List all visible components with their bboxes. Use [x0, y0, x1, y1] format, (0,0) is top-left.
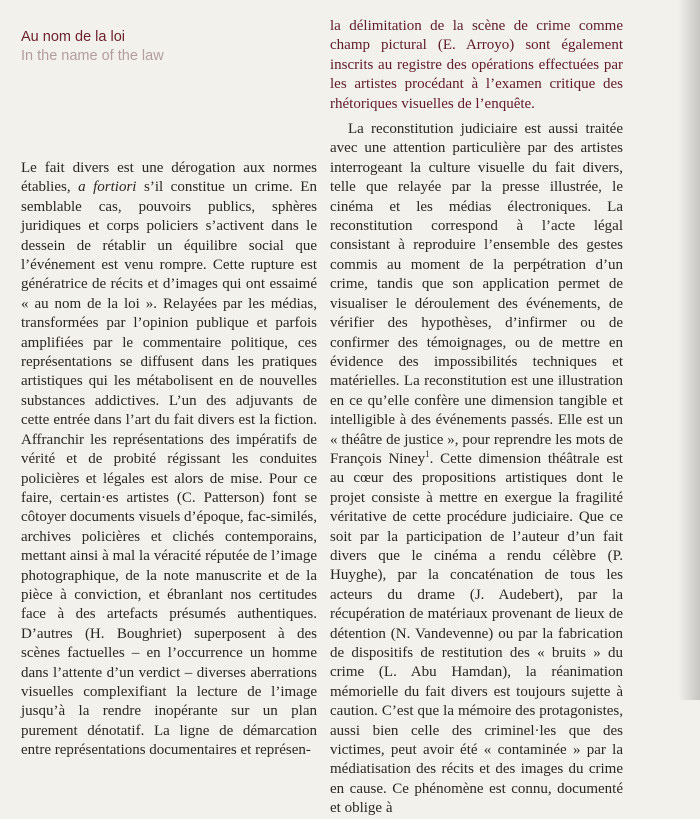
section-title: Au nom de la loi	[21, 29, 125, 45]
section-subtitle: In the name of the law	[21, 48, 164, 64]
right-paragraph-continued: la délimitation de la scène de crime comme champ pictural (E. Arroyo) sont également inscrits au registre des opérations effectuées par les artistes procédant à l’examen critique des rhétoriques visuelles de l’enquête.	[330, 18, 623, 112]
footnote-marker: 1	[425, 448, 430, 459]
left-paragraph-emphasis: a fortiori	[78, 179, 137, 196]
left-paragraph-start: Le fait divers est une dérogation aux normes établies,	[21, 160, 317, 196]
page-edge-shadow	[678, 0, 700, 700]
right-paragraph-rest: . Cette dimension théâtrale est au cœur des propositions artistiques dont le projet consiste à mettre en exergue la fragilité véritative de cette procédure judiciaire. Que ce soit par la participation de l’auteur d’un fait divers que le cinéma a rendu célèbre (P. Huyghe), par la concaténation de tous les acteurs du drame (J. Audebert), par la récupération de matériaux provenant de lieux de détention (N. Vandevenne) ou par la fabrication de dispositifs de restitution des « bruits » du crime (L. Abu Hamdan), la réanimation mémorielle du fait divers est toujours sujette à caution. C’est que la mémoire des protagonistes, aussi bien celle des criminel·les que des victimes, peut avoir été « contaminée » par la médiatisation des récits et des images du crime en cause. Ce phénomène est connu, documenté et oblige à	[330, 450, 623, 817]
left-text-column	[21, 159, 317, 761]
right-paragraph-start: La reconstitution judiciaire est aussi traitée avec une attention particulière par des artistes interrogeant la culture visuelle du fait divers, telle que relayée par la presse illustrée, le cinéma et les médias électroniques. La reconstitution correspond à l’acte légal consistant à reproduire l’ensemble des gestes commis au moment de la perpétration d’un crime, tandis que son application permet de visualiser le déroulement des événements, de vérifier des hypothèses, d’infirmer ou de confirmer des témoignages, ou de mettre en évidence des impossibilités techniques et matérielles. La reconstitution est une illustration en ce qu’elle confère une dimension tangible et intelligible à des événements passés. Elle est un « théâtre de justice », pour reprendre les mots de François Niney	[330, 121, 623, 467]
right-paragraph	[330, 120, 623, 819]
left-paragraph-rest: s’il constitue un crime. En semblable cas, pouvoirs publics, sphères juridiques et corps policiers s’activent dans le dessein de rétablir un équilibre social que l’événement est venu rompre. Cette rupture est génératrice de récits et d’images qui ont essaimé « au nom de la loi ». Relayées par les médias, transformées par l’opinion publique et parfois amplifiées par le commentaire politique, ces représentations se diffusent dans les pratiques artistiques qui les métabolisent en de nouvelles substances addictives. L’un des adjuvants de cette entrée dans l’art du fait divers est la fiction. Affranchir les représentations des impératifs de vérité et de probité régissant les conduites policières et légales est alors de mise. Pour ce faire, certain·es artistes (C. Patterson) font se côtoyer documents visuels d’époque, fac-similés, archives policières et clichés contemporains, mettant ainsi à mal la véracité réputée de l’image photographique, de la note manuscrite et de la pièce à conviction, et ébranlant nos certitudes face à des artefacts présumés authentiques. D’autres (H. Boughriet) superposent à des scènes factuelles – en l’occurrence un homme dans l’attente d’un verdict – diverses aberrations visuelles complexifiant la lecture de l’image jusqu’à la rendre inopérante sur un plan purement dénotatif. La ligne de démarcation entre représentations documentaires et représen-	[21, 179, 317, 759]
left-paragraph	[21, 159, 317, 761]
right-text-column	[330, 17, 623, 819]
section-header	[21, 28, 311, 66]
